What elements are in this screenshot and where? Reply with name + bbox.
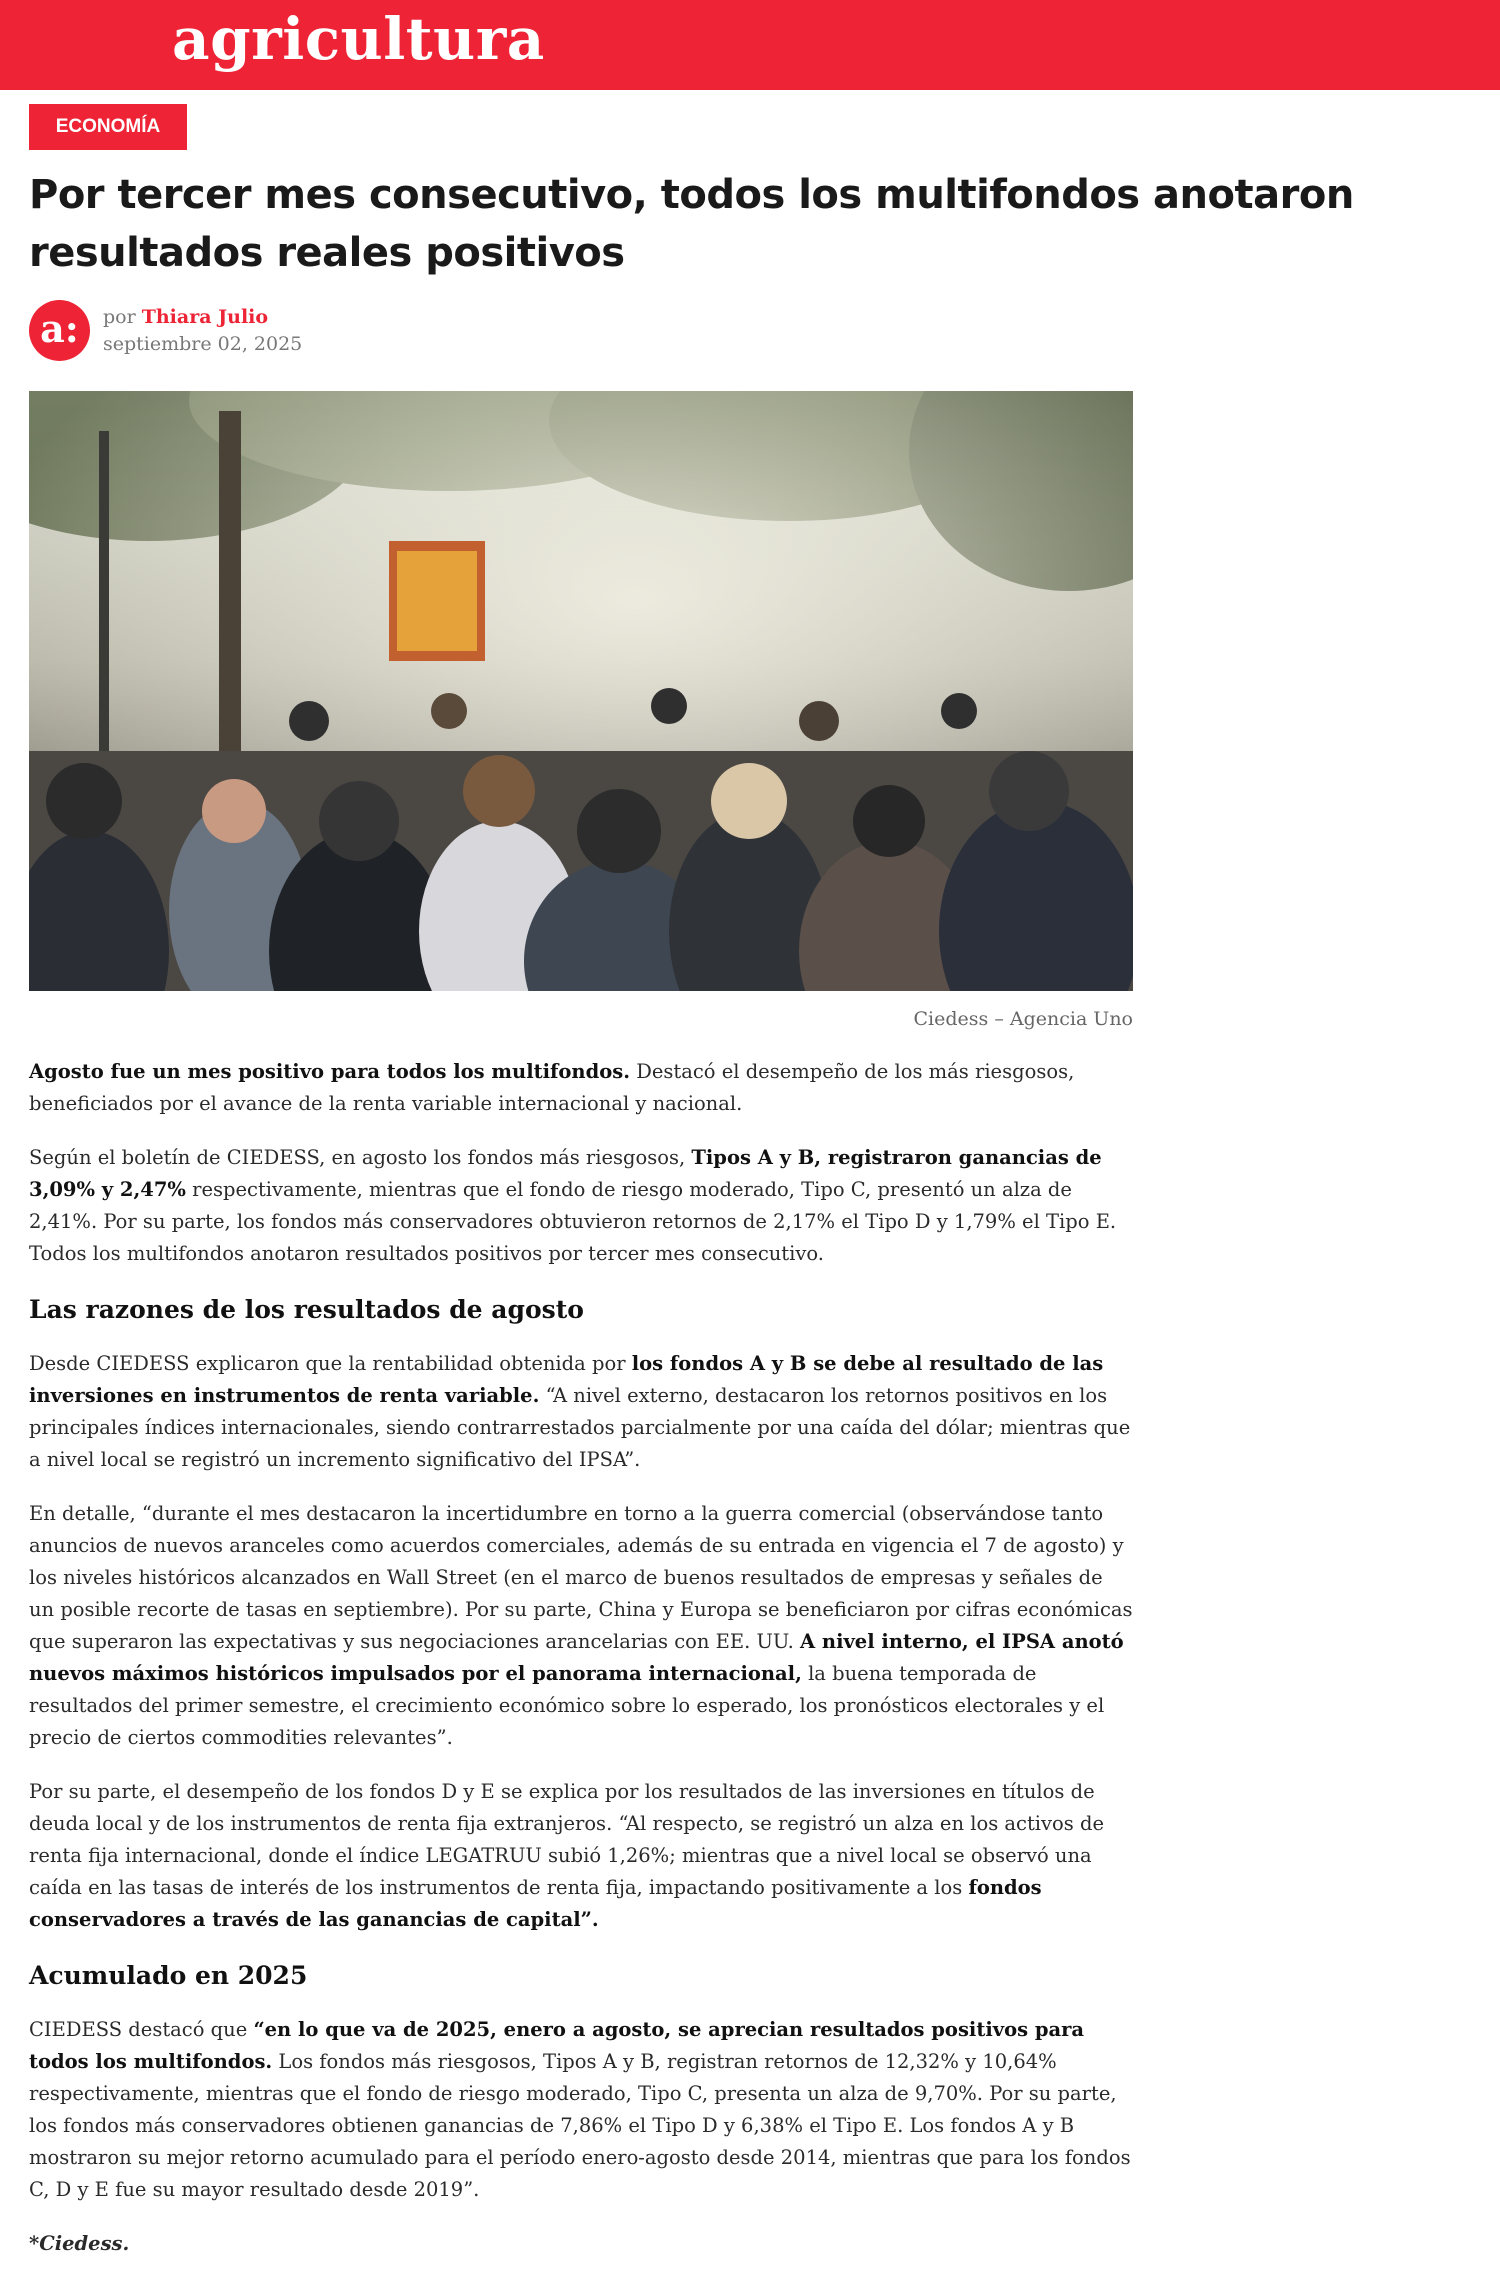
paragraph-6: CIEDESS destacó que “en lo que va de 2025, enero a agosto, se aprecian resultados positivos para todos los multifondos. Los fondos más riesgosos, Tipos A y B, registran retornos de 12,32% y 10,64% respectivamente, mientras que el fondo de riesgo moderado, Tipo C, presenta un alza de 9,70%. Por su parte, los fondos más conservadores obtienen ganancias de 7,86% el Tipo D y 6,38% el Tipo E. Los fondos A y B mostraron su mejor retorno acumulado para el período enero-agosto desde 2014, mientras que para los fondos C, D y E fue su mayor resultado desde 2019”.	[29, 2018, 1131, 2201]
paragraph-2: Según el boletín de CIEDESS, en agosto los fondos más riesgosos, Tipos A y B, registraron ganancias de 3,09% y 2,47% respectivamente, mientras que el fondo de riesgo moderado, Tipo C, presentó un alza de 2,41%. Por su parte, los fondos más conservadores obtuvieron retornos de 2,17% el Tipo D y 1,79% el Tipo E. Todos los multifondos anotaron resultados positivos por tercer mes consecutivo.	[29, 1146, 1117, 1265]
publish-date: septiembre 02, 2025	[103, 333, 303, 355]
section-heading-1: Las razones de los resultados de agosto	[29, 1295, 584, 1324]
author-avatar[interactable]: a:	[29, 300, 90, 361]
byline	[103, 304, 302, 358]
article-title: Por tercer mes consecutivo, todos los multifondos anotaron resultados reales positivos	[29, 172, 1354, 276]
paragraph-1: Agosto fue un mes positivo para todos los multifondos. Destacó el desempeño de los más riesgosos, beneficiados por el avance de la renta variable internacional y nacional.	[29, 1060, 1075, 1115]
photo-caption: Ciedess – Agencia Uno	[913, 1008, 1133, 1030]
paragraph-5: Por su parte, el desempeño de los fondos D y E se explica por los resultados de las inversiones en títulos de deuda local y de los instrumentos de renta fija extranjeros. “Al respecto, se registró un alza en los activos de renta fija internacional, donde el índice LEGATRUU subió 1,26%; mientras que a nivel local se observó una caída en las tasas de interés de los instrumentos de renta fija, impactando positivamente a los fondos conservadores a través de las ganancias de capital”.	[29, 1780, 1105, 1931]
crowd-photo-illustration	[29, 391, 1133, 991]
article-photo	[29, 391, 1133, 991]
article-body	[29, 1056, 1133, 2282]
site-logo[interactable]: agricultura	[172, 5, 545, 73]
category-badge[interactable]: ECONOMÍA	[29, 104, 187, 150]
paragraph-3: Desde CIEDESS explicaron que la rentabilidad obtenida por los fondos A y B se debe al resultado de las inversiones en instrumentos de renta variable. “A nivel externo, destacaron los retornos positivos en los principales índices internacionales, siendo contrarrestados parcialmente por una caída del dólar; mientras que a nivel local se registró un incremento significativo del IPSA”.	[29, 1352, 1131, 1471]
section-heading-2: Acumulado en 2025	[29, 1961, 308, 1990]
author-link[interactable]: Thiara Julio	[141, 306, 269, 328]
site-header	[0, 0, 1500, 90]
paragraph-4: En detalle, “durante el mes destacaron la incertidumbre en torno a la guerra comercial (observándose tanto anuncios de nuevos aranceles como acuerdos comerciales, además de su entrada en vigencia el 7 de agosto) y los niveles históricos alcanzados en Wall Street (en el marco de buenos resultados de empresas y señales de un posible recorte de tasas en septiembre). Por su parte, China y Europa se beneficiaron por cifras económicas que superaron las expectativas y sus negociaciones arancelarias con EE. UU. A nivel interno, el IPSA anotó nuevos máximos históricos impulsados por el panorama internacional, la buena temporada de resultados del primer semestre, el crecimiento económico sobre lo esperado, los pronósticos electorales y el precio de ciertos commodities relevantes”.	[29, 1502, 1133, 1749]
byline-prefix: por	[103, 306, 136, 328]
footnote: *Ciedess.	[29, 2232, 130, 2255]
